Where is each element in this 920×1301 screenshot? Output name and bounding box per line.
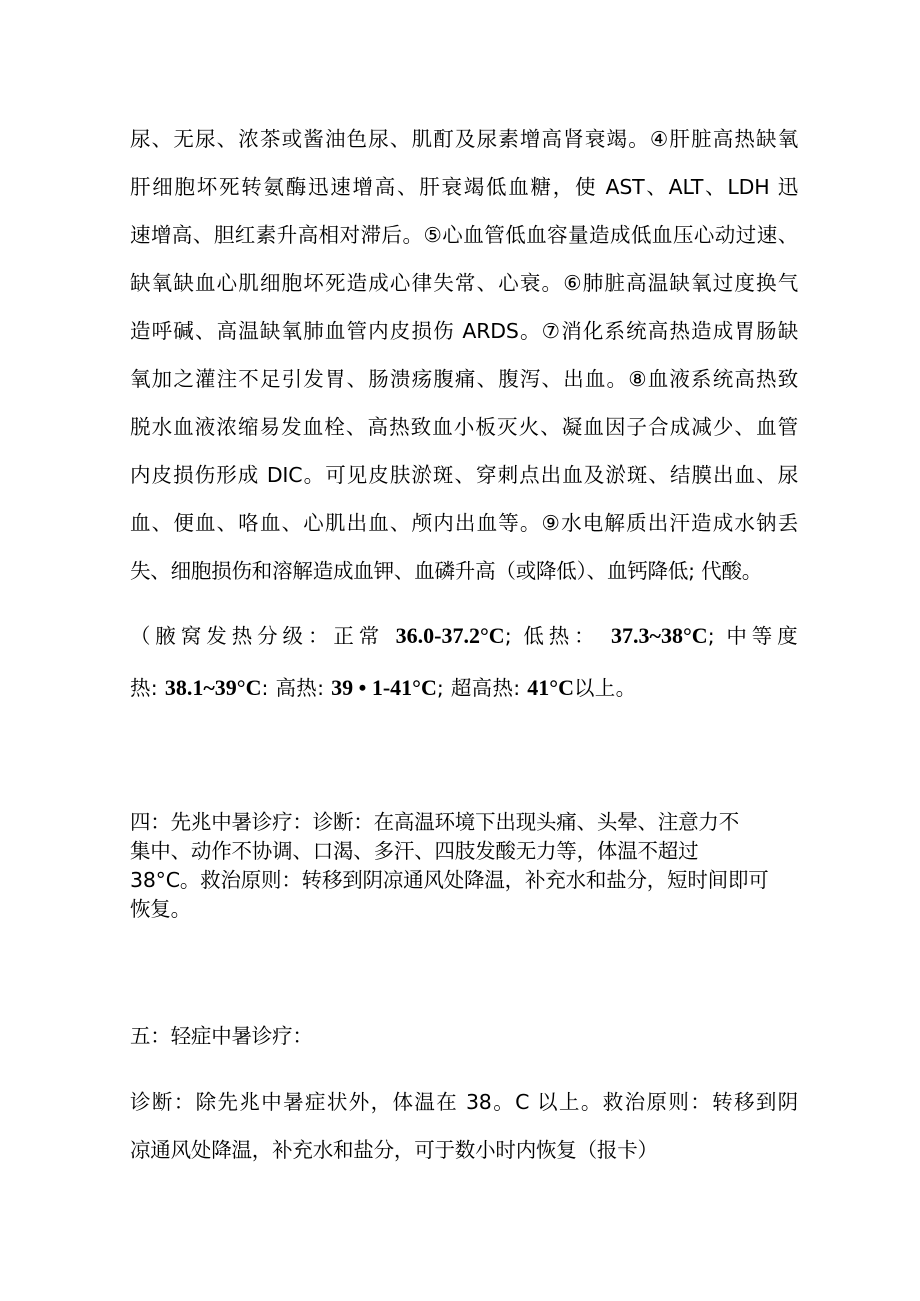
text-line: 缺氧缺血心肌细胞坏死造成心律失常、心衰。⑥肺脏高温缺氧过度换气 [130, 271, 798, 295]
text-line: 凉通风处降温，补充水和盐分，可于数小时内恢复（报卡） [130, 1138, 658, 1162]
text-line: 速增高、胆红素升高相对滞后。⑤心血管低血容量造成低血压心动过速、 [130, 223, 798, 247]
text-line: 四：先兆中暑诊疗：诊断：在高温环境下出现头痛、头晕、注意力不 [130, 810, 739, 834]
low-fever-label: ; 低热： [504, 624, 612, 648]
text-line: 内皮损伤形成 DIC。可见皮肤淤斑、穿刺点出血及淤斑、结膜出血、尿 [130, 463, 798, 487]
mid-fever-label-cont: 热: [130, 676, 165, 700]
paragraph-prodromal-heatstroke [130, 808, 798, 924]
paragraph-mild-heatstroke-diagnosis [130, 1078, 798, 1174]
text-line: 脱水血液浓缩易发血栓、高热致血小板灭火、凝血因子合成减少、血管 [130, 415, 798, 439]
super-high-fever-range: 41°C [527, 675, 574, 700]
fever-grading-line-1 [130, 610, 798, 662]
super-high-fever-label: ; 超高热: [436, 676, 528, 700]
text-line: 肝细胞坏死转氨酶迅速增高、肝衰竭低血糖，使 AST、ALT、LDH 迅 [130, 175, 798, 199]
text-line: 诊断：除先兆中暑症状外，体温在 38。C 以上。救治原则：转移到阴 [130, 1090, 798, 1114]
low-fever-range: 37.3~38°C [611, 623, 708, 648]
paragraph-heatstroke-organ-damage [130, 115, 798, 595]
text-line: 38°C。救治原则：转移到阴凉通风处降温，补充水和盐分，短时间即可 [130, 868, 769, 892]
fever-grading-line-2 [130, 662, 798, 714]
high-fever-label: : 高热: [261, 676, 332, 700]
text-line: 尿、无尿、浓茶或酱油色尿、肌酊及尿素增高肾衰竭。④肝脏高热缺氧 [130, 127, 798, 151]
paragraph-fever-grading [130, 610, 798, 714]
text-line: 失、细胞损伤和溶解造成血钾、血磷升高（或降低）、血钙降低; 代酸。 [130, 559, 763, 583]
text-line: 氧加之灌注不足引发胃、肠溃疡腹痛、腹泻、出血。⑧血液系统高热致 [130, 367, 798, 391]
fever-prefix: （腋窝发热分级：正常 [130, 624, 396, 648]
section-title: 五：轻症中暑诊疗： [130, 1024, 313, 1048]
section-heading-mild-heatstroke [130, 1012, 798, 1060]
high-fever-range: 39 • 1-41°C [331, 675, 437, 700]
text-line: 血、便血、咯血、心肌出血、颅内出血等。⑨水电解质出汗造成水钠丢 [130, 511, 798, 535]
text-line: 集中、动作不协调、口渴、多汗、四肢发酸无力等，体温不超过 [130, 839, 699, 863]
text-line: 恢复。 [130, 897, 191, 921]
mid-fever-range: 38.1~39°C [164, 675, 262, 700]
mid-fever-label: ; 中等度 [707, 624, 798, 648]
normal-range: 36.0-37.2°C [395, 623, 505, 648]
text-line: 造呼碱、高温缺氧肺血管内皮损伤 ARDS。⑦消化系统高热造成胃肠缺 [130, 319, 798, 343]
fever-suffix: 以上。 [573, 676, 637, 700]
